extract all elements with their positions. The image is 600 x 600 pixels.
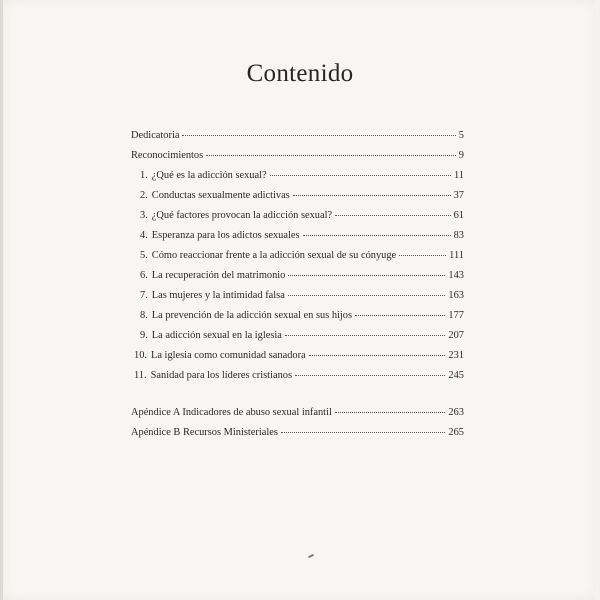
- toc-dot-leader: [270, 175, 451, 176]
- toc-chapter-number: 9.: [140, 330, 148, 341]
- toc-chapter-number: 4.: [140, 230, 148, 241]
- toc-page-number: 9: [458, 150, 464, 161]
- toc-dot-leader: [303, 235, 451, 236]
- toc-page-number: 37: [453, 190, 464, 201]
- page-title: Contenido: [246, 60, 354, 87]
- page-smudge-mark: [308, 554, 314, 558]
- toc-page-number: 231: [448, 350, 464, 361]
- toc-chapter-number: 11.: [134, 370, 147, 381]
- toc-page-number: 265: [448, 427, 464, 438]
- toc-chapter-number: 10.: [134, 350, 147, 361]
- toc-chapter-number: 1.: [140, 170, 148, 181]
- toc-entry-label: Esperanza para los adictos sexuales: [151, 230, 300, 241]
- toc-page-number: 207: [448, 330, 464, 341]
- toc-entry-label: ¿Qué factores provocan la adicción sexual?: [151, 210, 333, 221]
- toc-page-number: 83: [453, 230, 464, 241]
- toc-page-number: 177: [448, 310, 464, 321]
- toc-entry-appendix-b: [131, 427, 464, 441]
- toc-entry-chapter-9: [140, 330, 464, 344]
- toc-page-number: 163: [448, 290, 464, 301]
- toc-entry-label: Las mujeres y la intimidad falsa: [151, 290, 285, 301]
- toc-page-number: 11: [453, 170, 464, 181]
- toc-page-number: 5: [458, 130, 464, 141]
- toc-dot-leader: [206, 155, 456, 156]
- toc-entry-chapter-7: [140, 290, 464, 304]
- toc-entry-chapter-8: [140, 310, 464, 324]
- toc-chapter-number: 6.: [140, 270, 148, 281]
- toc-entry-chapter-6: [140, 270, 464, 284]
- toc-entry-label: Cómo reaccionar frente a la adicción sexual de su cónyuge: [151, 250, 397, 261]
- toc-dot-leader: [293, 195, 451, 196]
- toc-dot-leader: [295, 375, 445, 376]
- toc-chapter-number: 8.: [140, 310, 148, 321]
- toc-entry-reconocimientos: [131, 150, 464, 164]
- toc-dot-leader: [281, 432, 446, 433]
- toc-entry-label: Sanidad para los líderes cristianos: [150, 370, 292, 381]
- toc-entry-appendix-a: [131, 407, 464, 421]
- toc-entry-label: Dedicatoria: [131, 130, 180, 141]
- toc-page-number: 245: [448, 370, 464, 381]
- toc-chapter-number: 3.: [140, 210, 148, 221]
- toc-dot-leader: [355, 315, 445, 316]
- toc-entry-dedicatoria: [131, 130, 464, 144]
- toc-entry-label: La iglesia como comunidad sanadora: [151, 350, 306, 361]
- toc-entry-label: Apéndice B Recursos Ministeriales: [131, 427, 278, 438]
- toc-chapter-number: 7.: [140, 290, 148, 301]
- toc-page-number: 61: [453, 210, 464, 221]
- toc-chapter-number: 2.: [140, 190, 148, 201]
- toc-entry-label: Reconocimientos: [131, 150, 204, 161]
- toc-entry-label: Conductas sexualmente adictivas: [151, 190, 290, 201]
- toc-dot-leader: [288, 295, 446, 296]
- toc-entry-chapter-1: [140, 170, 464, 184]
- toc-entry-chapter-3: [140, 210, 464, 224]
- toc-entry-label: La recuperación del matrimonio: [151, 270, 286, 281]
- toc-entry-label: ¿Qué es la adicción sexual?: [151, 170, 267, 181]
- toc-dot-leader: [335, 215, 451, 216]
- toc-dot-leader: [399, 255, 446, 256]
- toc-dot-leader: [335, 412, 446, 413]
- toc-dot-leader: [285, 335, 445, 336]
- toc-entry-label: La adicción sexual en la iglesia: [151, 330, 282, 341]
- toc-page-number: 111: [449, 250, 464, 261]
- toc-entry-chapter-10: [134, 350, 464, 364]
- toc-entry-chapter-11: [134, 370, 464, 384]
- toc-entry-label: La prevención de la adicción sexual en sus hijos: [151, 310, 353, 321]
- toc-entry-chapter-4: [140, 230, 464, 244]
- toc-page-number: 143: [448, 270, 464, 281]
- toc-chapter-number: 5.: [140, 250, 148, 261]
- toc-dot-leader: [182, 135, 455, 136]
- toc-dot-leader: [288, 275, 445, 276]
- toc-entry-chapter-5: [140, 250, 464, 264]
- toc-dot-leader: [309, 355, 446, 356]
- toc-entry-label: Apéndice A Indicadores de abuso sexual infantil: [131, 407, 332, 418]
- toc-page-number: 263: [448, 407, 464, 418]
- toc-entry-chapter-2: [140, 190, 464, 204]
